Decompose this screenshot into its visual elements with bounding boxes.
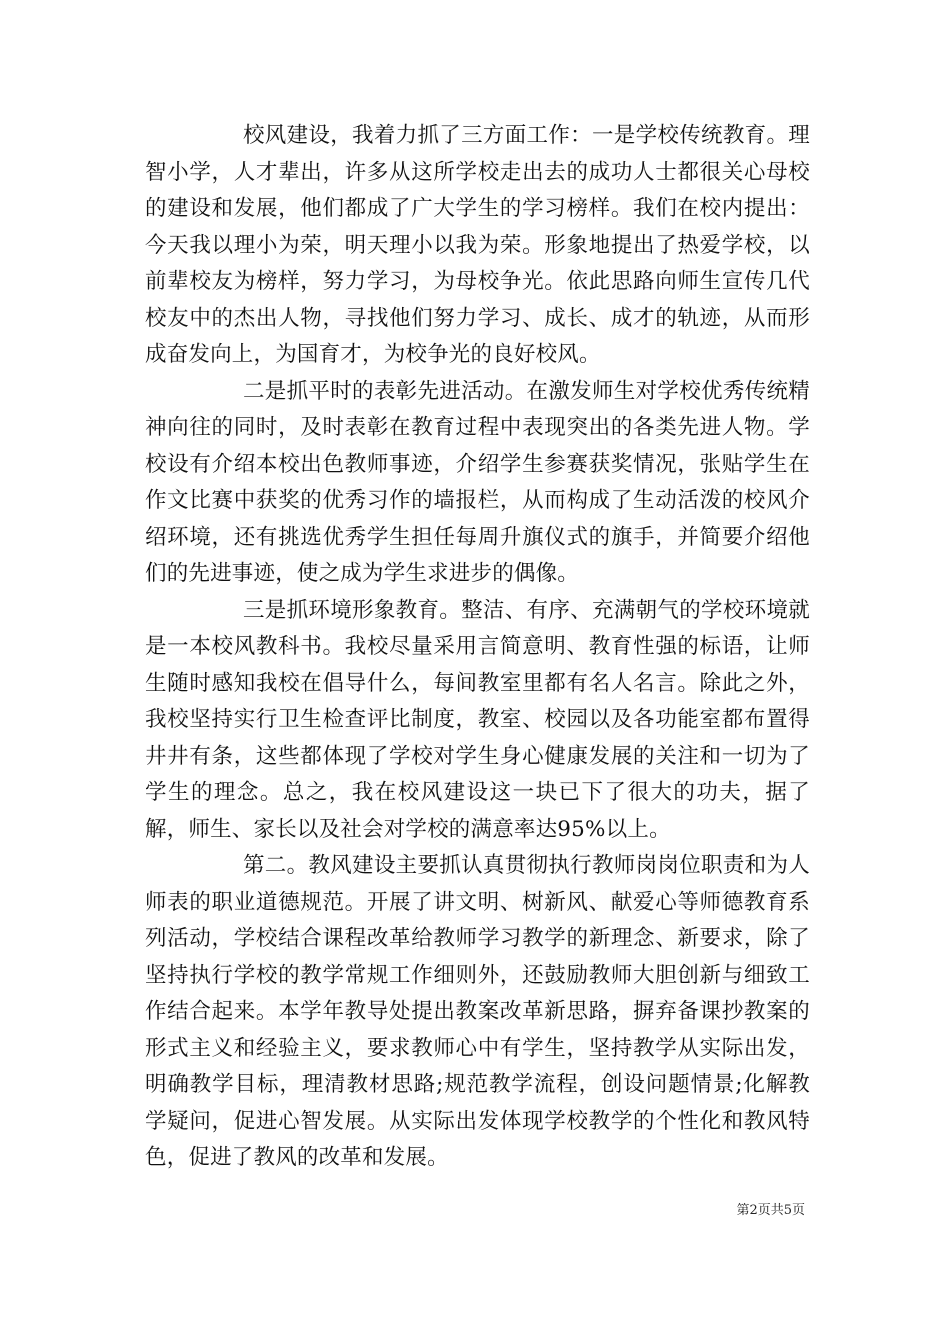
paragraph-environment: 三是抓环境形象教育。整洁、有序、充满朝气的学校环境就是一本校风教科书。我校尽量采用言简意明、教育性强的标语，让师生随时感知我校在倡导什么，每间教室里都有名人名言。除此之外，我校坚持实行卫生检查评比制度，教室、校园以及各功能室都布置得井井有条，这些都体现了学校对学生身心健康发展的关注和一切为了学生的理念。总之，我在校风建设这一块已下了很大的功夫，据了解，师生、家长以及社会对学校的满意率达95%以上。 [145, 597, 810, 842]
document-body [145, 118, 810, 1177]
page-number-footer: 第2页共5页 [736, 1203, 805, 1218]
paragraph-commendation: 二是抓平时的表彰先进活动。在激发师生对学校优秀传统精神向往的同时，及时表彰在教育过程中表现突出的各类先进人物。学校设有介绍本校出色教师事迹，介绍学生参赛获奖情况，张贴学生在作文比赛中获奖的优秀习作的墙报栏，从而构成了生动活泼的校风介绍环境，还有挑选优秀学生担任每周升旗仪式的旗手，并简要介绍他们的先进事迹，使之成为学生求进步的偶像。 [145, 378, 810, 586]
paragraph-teaching-style: 第二。教风建设主要抓认真贯彻执行教师岗岗位职责和为人师表的职业道德规范。开展了讲文明、树新风、献爱心等师德教育系列活动，学校结合课程改革给教师学习教学的新理念、新要求，除了坚持执行学校的教学常规工作细则外，还鼓励教师大胆创新与细致工作结合起来。本学年教导处提出教案改革新思路，摒弃备课抄教案的形式主义和经验主义，要求教师心中有学生，坚持教学从实际出发，明确教学目标，理清教材思路;规范教学流程，创设问题情景;化解教学疑问，促进心智发展。从实际出发体现学校教学的个性化和教风特色，促进了教风的改革和发展。 [145, 853, 810, 1170]
paragraph-school-spirit: 校风建设，我着力抓了三方面工作：一是学校传统教育。理智小学，人才辈出，许多从这所学校走出去的成功人士都很关心母校的建设和发展，他们都成了广大学生的学习榜样。我们在校内提出：今天我以理小为荣，明天理小以我为荣。形象地提出了热爱学校，以前辈校友为榜样，努力学习，为母校争光。依此思路向师生宣传几代校友中的杰出人物，寻找他们努力学习、成长、成才的轨迹，从而形成奋发向上，为国育才，为校争光的良好校风。 [145, 123, 810, 367]
